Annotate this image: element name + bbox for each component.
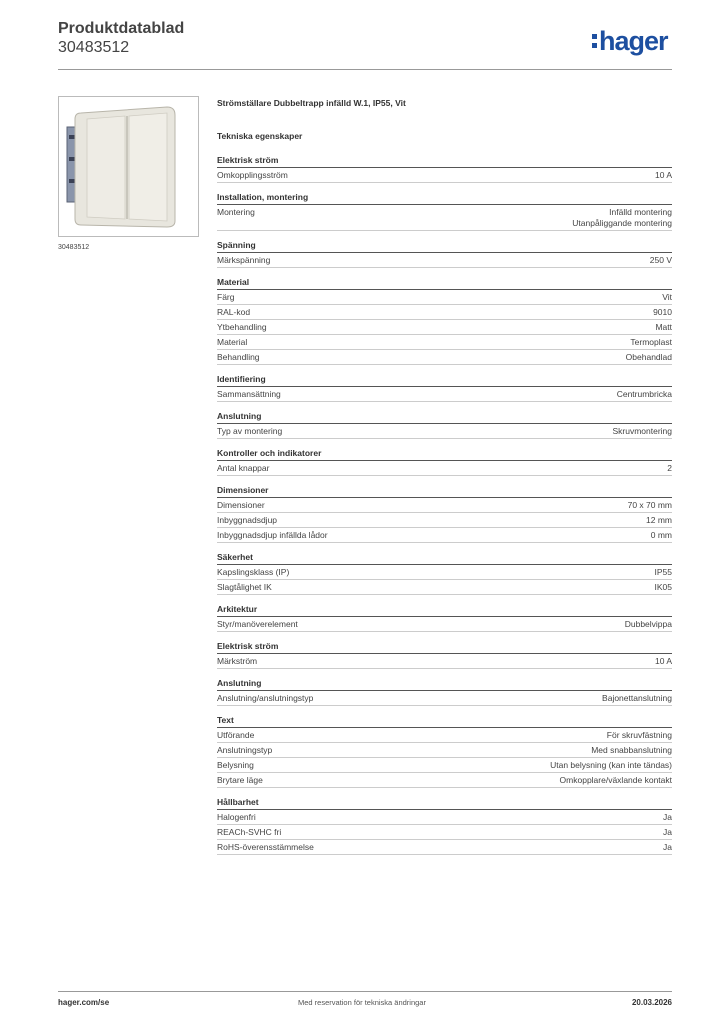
spec-value-line: Utanpåliggande montering <box>572 218 672 228</box>
spec-section <box>217 154 672 183</box>
section-heading: Text <box>217 714 672 728</box>
spec-value <box>663 842 672 853</box>
page-title: Produktdatablad <box>58 20 185 37</box>
spec-row <box>217 387 672 402</box>
spec-section <box>217 640 672 669</box>
spec-section <box>217 447 672 476</box>
spec-row <box>217 728 672 743</box>
spec-value <box>655 582 673 593</box>
spec-value <box>655 170 672 181</box>
spec-label: Brytare läge <box>217 775 263 785</box>
spec-value <box>655 656 672 667</box>
section-heading: Dimensioner <box>217 484 672 498</box>
section-heading: Elektrisk ström <box>217 154 672 168</box>
spec-label: Anslutningstyp <box>217 745 273 755</box>
spec-value-line: För skruvfästning <box>606 730 672 740</box>
spec-label: Ytbehandling <box>217 322 267 332</box>
spec-value <box>617 389 672 400</box>
spec-row <box>217 691 672 706</box>
spec-value <box>550 760 672 771</box>
section-heading: Säkerhet <box>217 551 672 565</box>
spec-value <box>630 337 672 348</box>
spec-row <box>217 528 672 543</box>
section-heading: Anslutning <box>217 410 672 424</box>
spec-label: Inbyggnadsdjup <box>217 515 278 525</box>
spec-value-line: Vit <box>662 292 672 302</box>
section-heading: Anslutning <box>217 677 672 691</box>
spec-section <box>217 239 672 268</box>
spec-section <box>217 276 672 365</box>
spec-value-line: Bajonettanslutning <box>602 693 672 703</box>
spec-label: REACh-SVHC fri <box>217 827 282 837</box>
spec-row <box>217 654 672 669</box>
spec-section <box>217 677 672 706</box>
spec-value <box>626 352 672 363</box>
footer-disclaimer: Med reservation för tekniska ändringar <box>298 998 426 1007</box>
spec-section <box>217 796 672 855</box>
spec-value-line: Med snabbanslutning <box>591 745 672 755</box>
spec-value <box>607 730 672 741</box>
spec-label: Färg <box>217 292 235 302</box>
spec-row <box>217 825 672 840</box>
spec-value-line: Termoplast <box>630 337 672 347</box>
section-heading: Identifiering <box>217 373 672 387</box>
spec-section <box>217 714 672 788</box>
spec-label: Sammansättning <box>217 389 281 399</box>
spec-value-line: Ja <box>663 842 672 852</box>
image-caption: 30483512 <box>58 244 90 251</box>
spec-row <box>217 580 672 595</box>
spec-row <box>217 305 672 320</box>
spec-row <box>217 758 672 773</box>
spec-value-line: 2 <box>667 463 672 473</box>
spec-value <box>651 530 672 541</box>
spec-value <box>663 827 672 838</box>
spec-value <box>560 775 672 786</box>
spec-value <box>653 307 672 318</box>
spec-value <box>650 255 672 266</box>
spec-row <box>217 168 672 183</box>
spec-value <box>572 207 672 229</box>
spec-row <box>217 773 672 788</box>
spec-value-line: Matt <box>655 322 672 332</box>
spec-value-line: 10 A <box>654 656 672 666</box>
spec-row <box>217 565 672 580</box>
spec-row <box>217 840 672 855</box>
spec-value <box>655 322 672 333</box>
spec-section <box>217 484 672 543</box>
spec-value <box>602 693 672 704</box>
spec-label: Omkopplingsström <box>217 170 288 180</box>
spec-label: Märkspänning <box>217 255 271 265</box>
spec-value-line: 12 mm <box>646 515 672 525</box>
spec-value-line: 0 mm <box>650 530 672 540</box>
spec-label: Belysning <box>217 760 254 770</box>
spec-row <box>217 424 672 439</box>
spec-value <box>591 745 672 756</box>
spec-row <box>217 498 672 513</box>
spec-label: Slagtålighet IK <box>217 582 272 592</box>
spec-value <box>667 463 672 474</box>
spec-row <box>217 743 672 758</box>
footer-date: 20.03.2026 <box>631 998 672 1007</box>
spec-label: RoHS-överensstämmelse <box>217 842 314 852</box>
spec-value <box>663 812 672 823</box>
spec-row <box>217 320 672 335</box>
spec-section <box>217 410 672 439</box>
spec-label: Kapslingsklass (IP) <box>217 567 290 577</box>
spec-value <box>612 426 672 437</box>
spec-section <box>217 373 672 402</box>
spec-row <box>217 253 672 268</box>
spec-value <box>646 515 672 526</box>
spec-row <box>217 461 672 476</box>
spec-row <box>217 513 672 528</box>
spec-value-line: Obehandlad <box>625 352 672 362</box>
spec-row <box>217 335 672 350</box>
section-heading: Spänning <box>217 239 672 253</box>
spec-row <box>217 205 672 231</box>
spec-label: Typ av montering <box>217 426 283 436</box>
spec-value <box>628 500 672 511</box>
spec-value-line: 9010 <box>653 307 672 317</box>
spec-value-line: Dubbelvippa <box>624 619 672 629</box>
spec-label: Halogenfri <box>217 812 256 822</box>
spec-section <box>217 551 672 595</box>
product-title: Strömställare Dubbeltrapp infälld W.1, IP55, Vit <box>217 98 406 108</box>
spec-value-line: Skruvmontering <box>612 426 672 436</box>
section-heading: Material <box>217 276 672 290</box>
footer-divider <box>58 991 672 992</box>
spec-label: Inbyggnadsdjup infällda lådor <box>217 530 328 540</box>
logo-colon-icon <box>592 34 597 48</box>
spec-row <box>217 290 672 305</box>
spec-section <box>217 191 672 231</box>
spec-value-line: IP55 <box>654 567 672 577</box>
spec-value <box>662 292 672 303</box>
spec-value-line: Centrumbricka <box>616 389 672 399</box>
product-number: 30483512 <box>58 39 130 56</box>
spec-value <box>655 567 673 578</box>
spec-value-line: Omkopplare/växlande kontakt <box>559 775 672 785</box>
switch-illustration <box>59 97 198 236</box>
section-heading: Elektrisk ström <box>217 640 672 654</box>
spec-label: RAL-kod <box>217 307 251 317</box>
spec-value-line: 70 x 70 mm <box>627 500 672 510</box>
spec-value <box>625 619 672 630</box>
spec-row <box>217 617 672 632</box>
spec-label: Behandling <box>217 352 260 362</box>
spec-label: Antal knappar <box>217 463 270 473</box>
header-divider <box>58 69 672 70</box>
spec-label: Styr/manöverelement <box>217 619 298 629</box>
spec-value-line: Ja <box>663 827 672 837</box>
spec-value-line: Infälld montering <box>609 207 672 217</box>
spec-section <box>217 603 672 632</box>
spec-row <box>217 350 672 365</box>
spec-label: Dimensioner <box>217 500 265 510</box>
section-heading: Installation, montering <box>217 191 672 205</box>
spec-label: Anslutning/anslutningstyp <box>217 693 314 703</box>
hager-logo[interactable] <box>592 26 668 56</box>
section-heading: Arkitektur <box>217 603 672 617</box>
section-heading: Kontroller och indikatorer <box>217 447 672 461</box>
spec-row <box>217 810 672 825</box>
section-heading: Hållbarhet <box>217 796 672 810</box>
spec-label: Märkström <box>217 656 258 666</box>
logo-text: hager <box>599 25 668 56</box>
spec-value-line: 250 V <box>649 255 672 265</box>
spec-label: Utförande <box>217 730 255 740</box>
spec-label: Material <box>217 337 248 347</box>
spec-label: Montering <box>217 207 255 217</box>
spec-value-line: 10 A <box>654 170 672 180</box>
spec-sections <box>217 154 672 863</box>
specs-heading: Tekniska egenskaper <box>217 131 303 141</box>
product-image <box>58 96 199 237</box>
spec-value-line: Ja <box>663 812 672 822</box>
spec-value-line: IK05 <box>654 582 672 592</box>
footer-website-link[interactable]: hager.com/se <box>58 998 110 1007</box>
spec-value-line: Utan belysning (kan inte tändas) <box>550 760 672 770</box>
